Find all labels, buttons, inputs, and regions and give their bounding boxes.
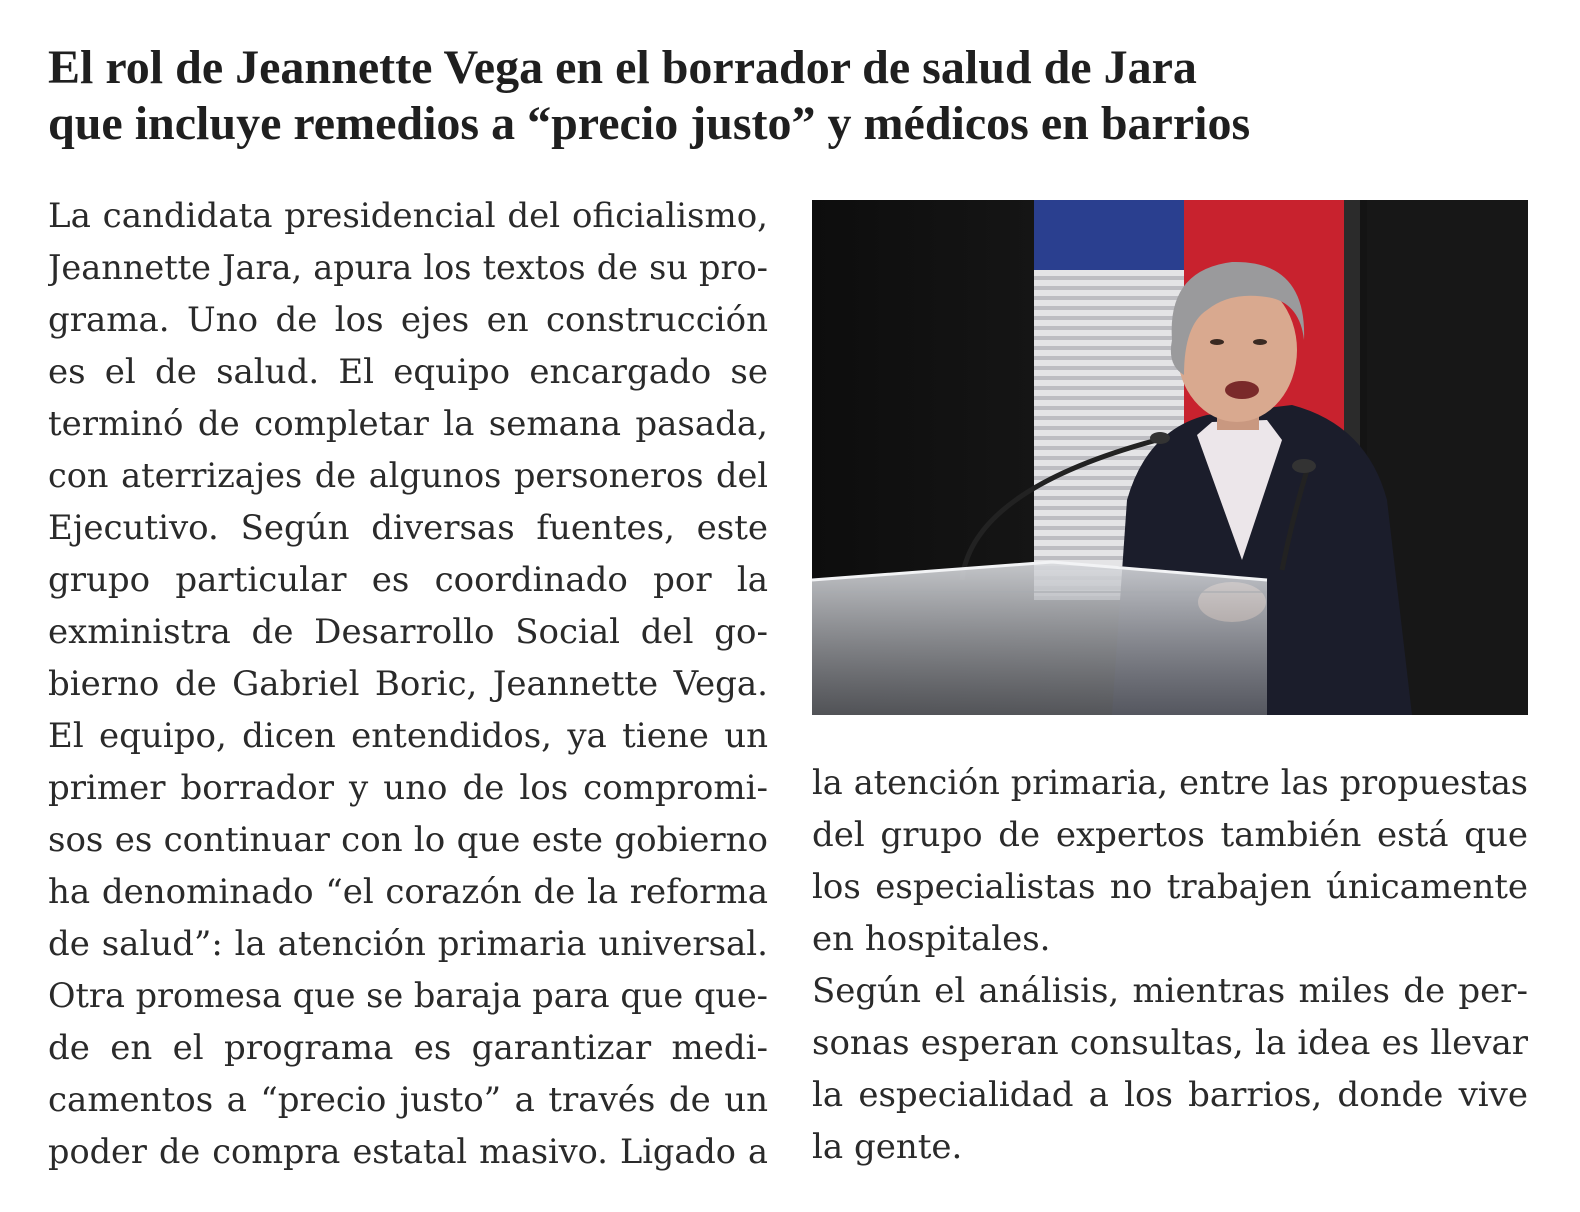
body-line: exministra de Desarrollo Social del go- — [48, 612, 768, 652]
body-line: camentos a “precio justo” a través de un — [48, 1080, 768, 1120]
headline-line-2: que incluye remedios a “precio justo” y médicos en barrios — [48, 97, 1251, 150]
podium — [812, 562, 1267, 715]
body-line: ha denominado “el corazón de la reforma — [48, 872, 768, 912]
body-line: Otra promesa que se baraja para que que- — [48, 976, 768, 1015]
headline-line-1: El rol de Jeannette Vega en el borrador de salud de Jara — [48, 41, 1197, 94]
body-line: la especialidad a los barrios, donde vive — [812, 1075, 1528, 1115]
body-line: con aterrizajes de algunos personeros del — [48, 456, 768, 495]
body-line: los especialistas no trabajen únicamente — [812, 867, 1528, 907]
body-line: Jeannette Jara, apura los textos de su pro- — [48, 248, 768, 287]
body-line: El equipo, dicen entendidos, ya tiene un — [48, 716, 768, 756]
body-line: La candidata presidencial del oficialismo, — [48, 196, 768, 236]
body-line: la atención primaria, entre las propuestas — [812, 763, 1528, 802]
body-line: la gente. — [812, 1127, 963, 1167]
body-line: de salud”: la atención primaria universal. — [48, 924, 768, 964]
body-line: sos es continuar con lo que este gobierno — [48, 820, 768, 860]
body-line: sonas esperan consultas, la idea es llevar — [812, 1023, 1528, 1063]
body-line: es el de salud. El equipo encargado se — [48, 352, 768, 392]
body-line: primer borrador y uno de los compromi- — [48, 768, 768, 808]
body-line: del grupo de expertos también está que — [812, 815, 1528, 855]
body-line: terminó de completar la semana pasada, — [48, 404, 768, 444]
body-line: bierno de Gabriel Boric, Jeannette Vega. — [48, 664, 768, 704]
body-line: Según el análisis, mientras miles de per- — [812, 971, 1528, 1011]
headline — [48, 40, 1528, 152]
body-line: de en el programa es garantizar medi- — [48, 1028, 768, 1068]
flag-blue-area — [1034, 200, 1184, 270]
article-photo — [812, 200, 1528, 715]
article-body-left-column — [48, 190, 768, 1178]
photo-illustration — [812, 200, 1528, 715]
body-line: grupo particular es coordinado por la — [48, 560, 768, 600]
article-body-right-column — [812, 757, 1528, 1173]
body-line: poder de compra estatal masivo. Ligado a — [48, 1132, 768, 1171]
body-line: grama. Uno de los ejes en construcción — [48, 300, 768, 340]
body-line: Ejecutivo. Según diversas fuentes, este — [48, 508, 768, 548]
body-line: en hospitales. — [812, 919, 1051, 959]
